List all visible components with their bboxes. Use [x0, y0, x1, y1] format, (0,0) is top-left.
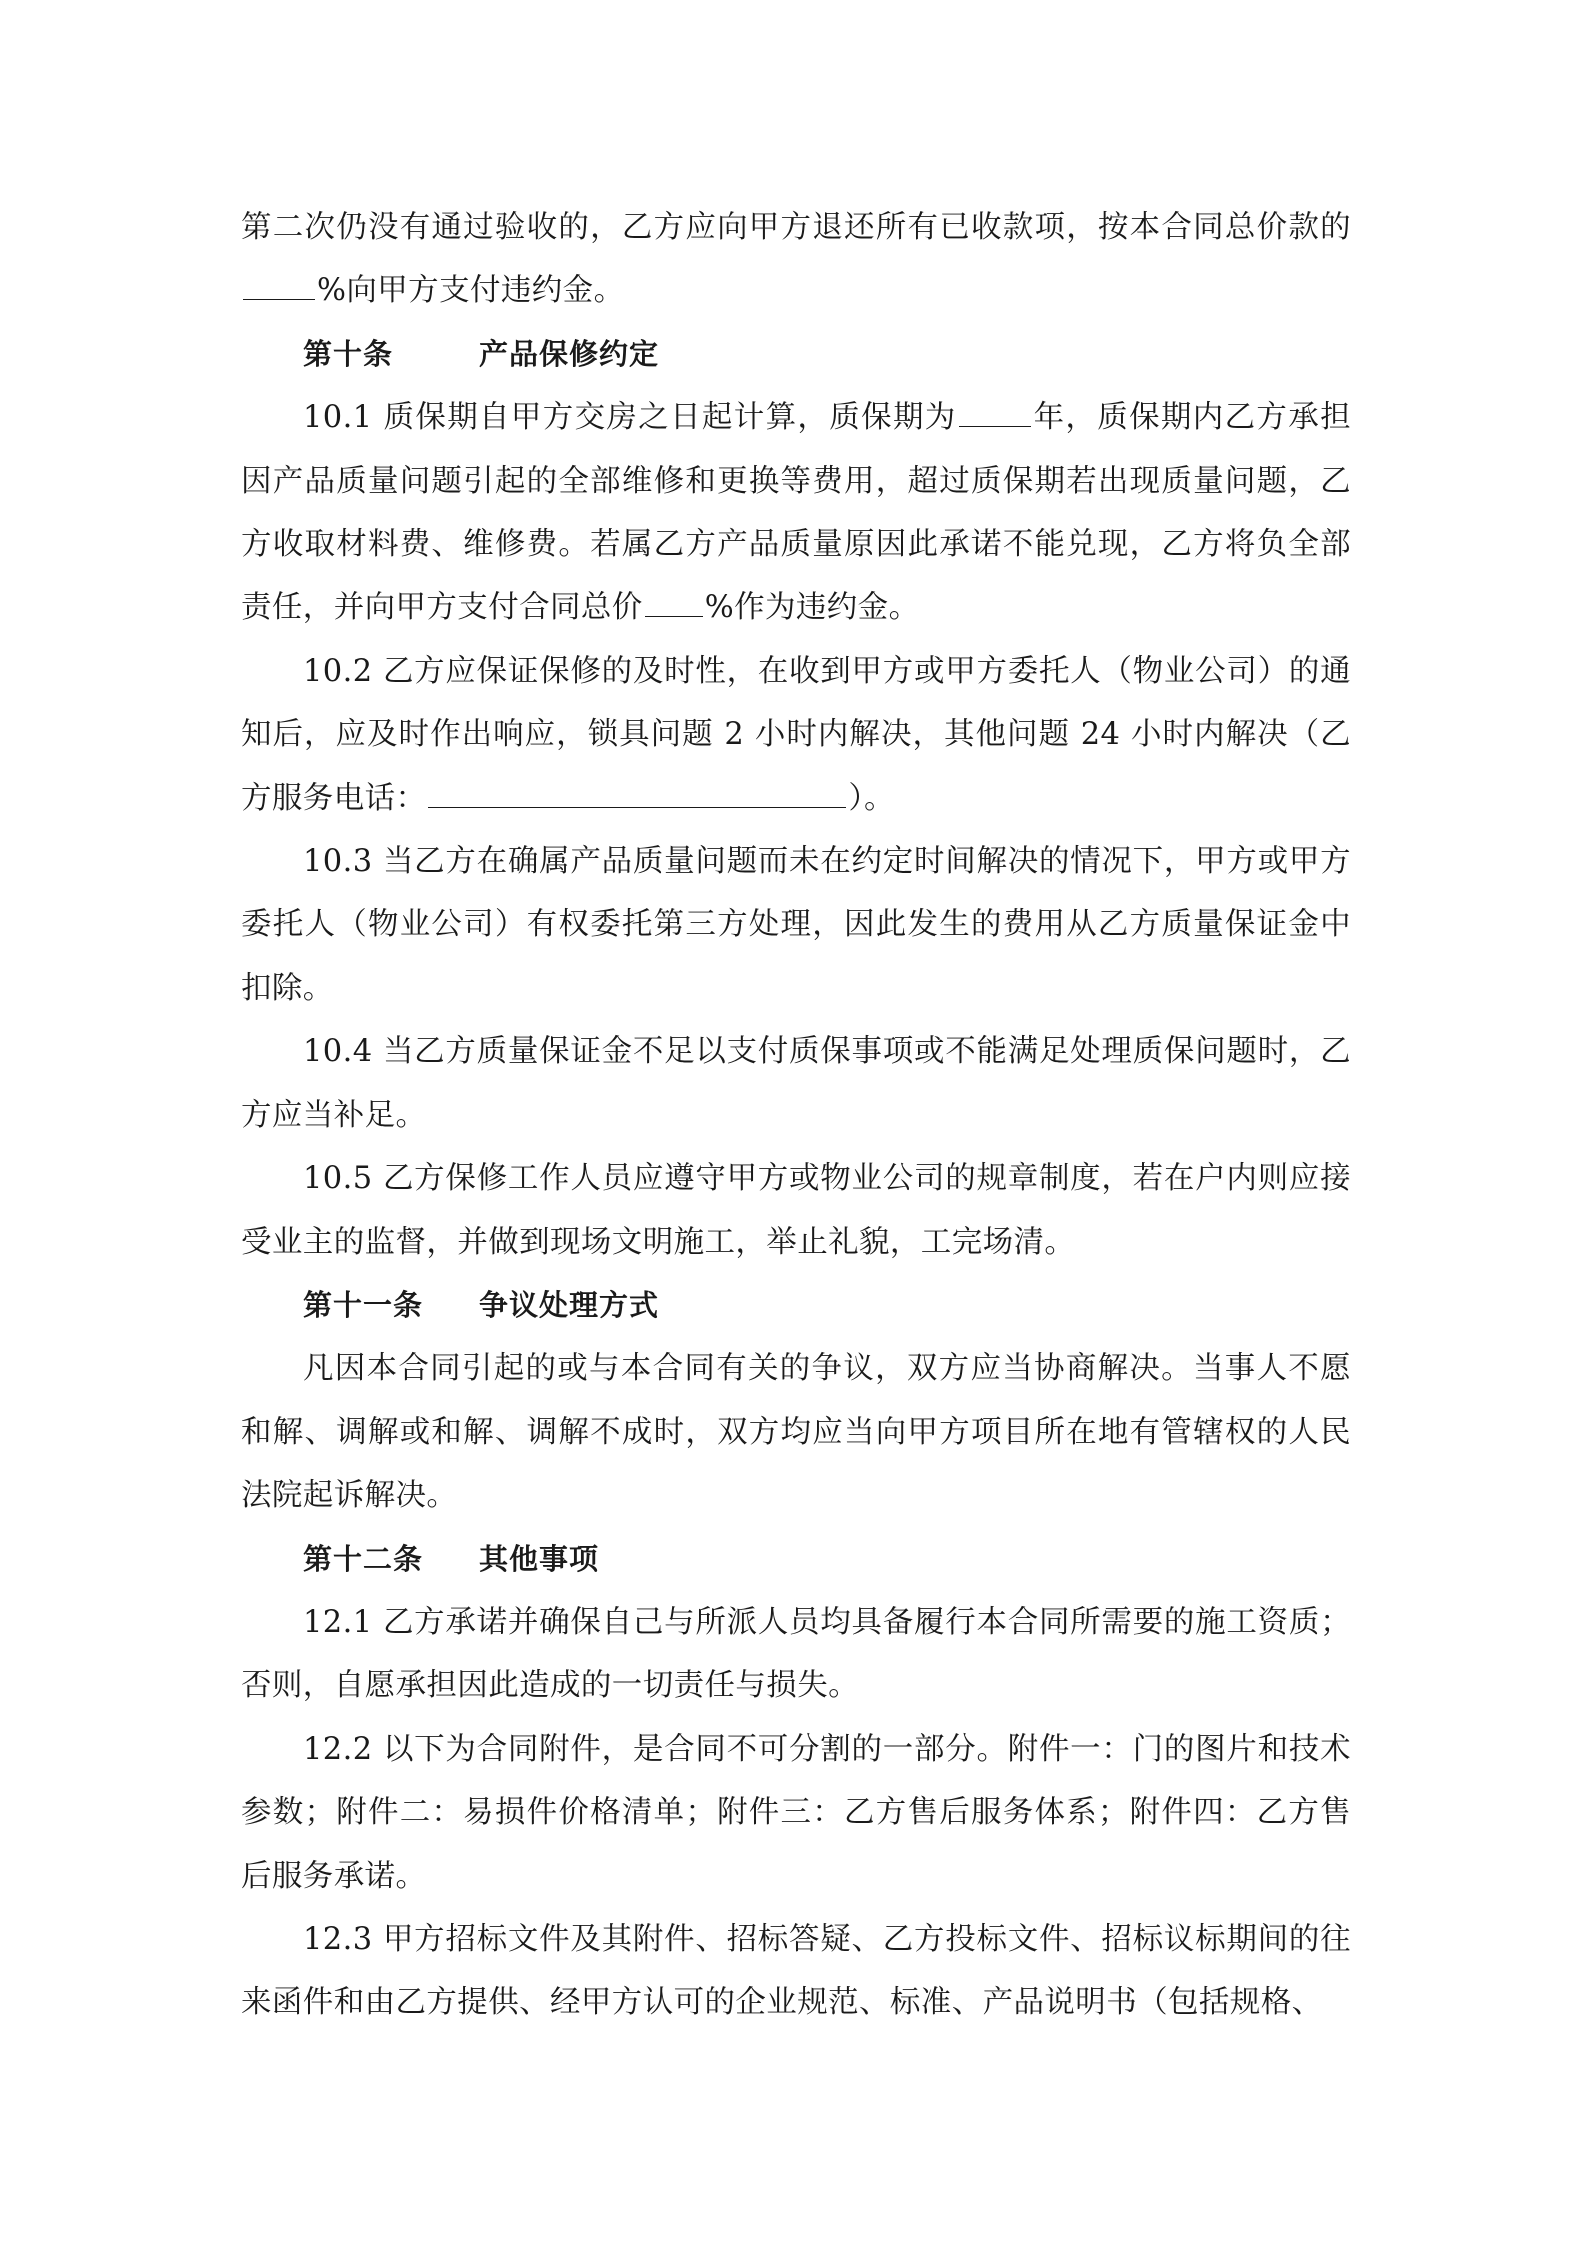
paragraph-acceptance-penalty — [241, 196, 1351, 323]
clause-text: 10.1 质保期自甲方交房之日起计算，质保期为 — [303, 400, 957, 436]
blank-warranty-years — [959, 396, 1031, 427]
clause-text: %作为违约金。 — [704, 590, 920, 626]
article-title: 产品保修约定 — [479, 336, 660, 371]
clause-10-3: 10.3 当乙方在确属产品质量问题而未在约定时间解决的情况下，甲方或甲方委托人（物业公司）有权委托第三方处理，因此发生的费用从乙方质量保证金中扣除。 — [241, 844, 1351, 1006]
article-11-heading — [241, 1274, 1351, 1337]
clause-10-2 — [241, 640, 1351, 830]
article-title: 争议处理方式 — [479, 1287, 660, 1322]
clause-10-1 — [241, 386, 1351, 640]
article-12-heading — [241, 1528, 1351, 1591]
blank-penalty-percent — [243, 269, 315, 300]
clause-11: 凡因本合同引起的或与本合同有关的争议，双方应当协商解决。当事人不愿和解、调解或和解、调解不成时，双方均应当向甲方项目所在地有管辖权的人民法院起诉解决。 — [241, 1351, 1351, 1514]
article-title: 其他事项 — [479, 1541, 600, 1576]
clause-12-1: 12.1 乙方承诺并确保自己与所派人员均具备履行本合同所需要的施工资质；否则，自愿承担因此造成的一切责任与损失。 — [241, 1604, 1351, 1704]
article-number: 第十一条 — [303, 1287, 424, 1322]
article-number: 第十条 — [303, 336, 394, 371]
clause-12-2: 12.2 以下为合同附件，是合同不可分割的一部分。附件一：门的图片和技术参数；附件二：易损件价格清单；附件三：乙方售后服务体系；附件四：乙方售后服务承诺。 — [241, 1731, 1351, 1894]
clause-text: 年，质保期内乙方承担因产品质量问题引起的全部维修和更换等费用，超过质保期若出现质量问题，乙方收取材料费、维修费。若属乙方产品质量原因此承诺不能兑现，乙方将负全部责任，并向甲方支付合同总价 — [241, 400, 1351, 626]
article-number: 第十二条 — [303, 1541, 424, 1576]
clause-text: 10.2 乙方应保证保修的及时性，在收到甲方或甲方委托人（物业公司）的通知后，应及时作出响应，锁具问题 2 小时内解决，其他问题 24 小时内解决（乙方服务电话： — [241, 653, 1351, 816]
paragraph-text: %向甲方支付违约金。 — [317, 273, 625, 309]
article-10-heading — [241, 323, 1351, 386]
blank-warranty-penalty-percent — [645, 586, 703, 617]
document-body — [241, 196, 1351, 2035]
clause-text: ）。 — [848, 780, 895, 816]
clause-10-5: 10.5 乙方保修工作人员应遵守甲方或物业公司的规章制度，若在户内则应接受业主的监督，并做到现场文明施工，举止礼貌，工完场清。 — [241, 1161, 1351, 1260]
blank-service-phone — [428, 777, 846, 808]
paragraph-text: 第二次仍没有通过验收的，乙方应向甲方退还所有已收款项，按本合同总价款的 — [241, 210, 1351, 245]
clause-12-3: 12.3 甲方招标文件及其附件、招标答疑、乙方投标文件、招标议标期间的往来函件和由乙方提供、经甲方认可的企业规范、标准、产品说明书（包括规格、 — [241, 1921, 1351, 2021]
clause-10-4: 10.4 当乙方质量保证金不足以支付质保事项或不能满足处理质保问题时，乙方应当补足。 — [241, 1034, 1351, 1133]
